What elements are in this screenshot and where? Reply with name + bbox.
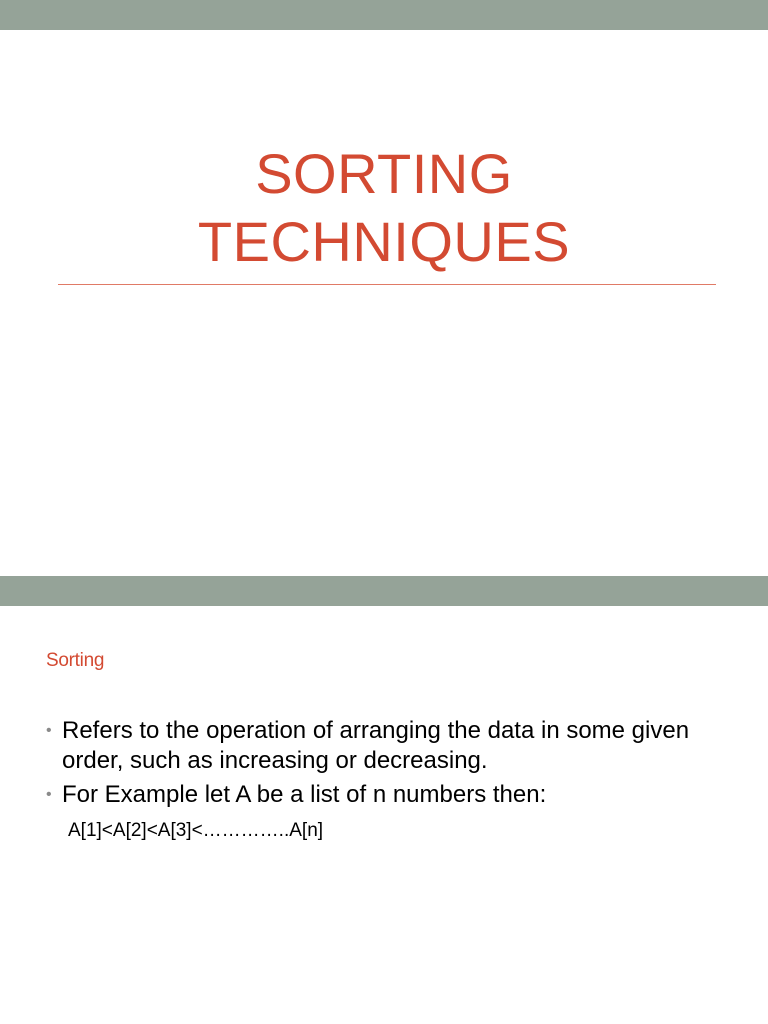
bullet-text: Refers to the operation of arranging the data in some given order, such as increasing or decreasing. <box>62 717 690 774</box>
section-heading: Sorting <box>46 650 105 671</box>
bullet-item <box>46 780 726 810</box>
content-slide <box>0 576 768 1024</box>
title-line-2: TECHNIQUES <box>197 210 571 273</box>
bullet-icon: • <box>46 786 52 803</box>
title-line-1: SORTING <box>255 142 513 205</box>
bullet-list <box>46 716 726 814</box>
example-expression: A[1]<A[2]<A[3]<…………..A[n] <box>68 820 324 841</box>
bullet-item <box>46 716 726 776</box>
bullet-text: For Example let A be a list of n numbers then: <box>62 781 547 808</box>
slide-title <box>0 140 768 276</box>
slide-header-band <box>0 576 768 606</box>
bullet-icon: • <box>46 722 52 739</box>
slide-header-band <box>0 0 768 30</box>
title-underline <box>58 284 716 285</box>
